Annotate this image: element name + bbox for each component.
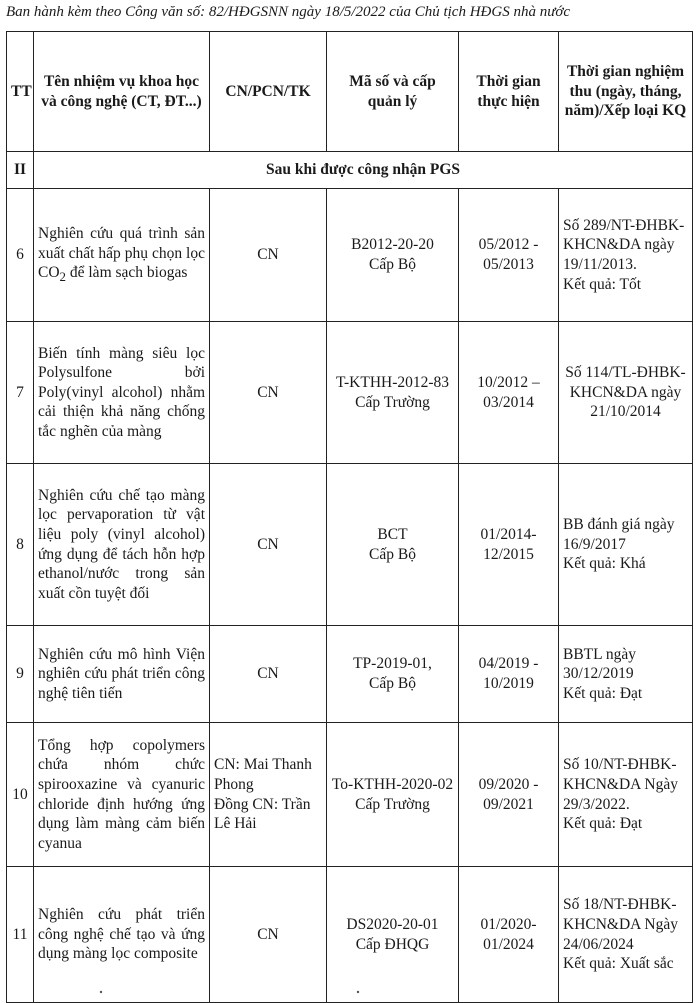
result-cell — [559, 464, 693, 626]
task-name: Nghiên cứu chế tạo màng lọc pervaporation từ vật liệu poly (vinyl alcohol) ứng dụng để tách hỗn hợp ethanol/nước trong sản xuất cồn tuyệt đối — [34, 464, 210, 626]
result-grade: Kết quả: Đạt — [563, 815, 643, 833]
row-number: 10 — [7, 723, 34, 867]
acceptance-record: BBTL ngày 30/12/2019 — [563, 645, 637, 683]
column-header-result: Thời gian nghiệm thu (ngày, tháng, năm)/Xếp loại KQ — [559, 32, 693, 152]
management-level: Cấp Trường — [355, 795, 430, 813]
role-cell: CN — [210, 189, 327, 322]
table-row — [7, 867, 693, 1003]
code-number: DS2020-20-01 — [346, 915, 439, 933]
code-number: BCT — [377, 525, 408, 543]
cropped-footer-marks — [6, 990, 692, 994]
task-name-part: để làm sạch biogas — [66, 264, 188, 282]
result-cell — [559, 723, 693, 867]
task-name — [34, 189, 210, 322]
table-row — [7, 189, 693, 322]
task-name: Biến tính màng siêu lọc Polysulfone bởi Poly(vinyl alcohol) nhằm cải thiện khả năng chống tắc nghẽn của màng — [34, 322, 210, 464]
table-header-row — [7, 32, 693, 152]
code-cell — [327, 189, 459, 322]
document-header-note: Ban hành kèm theo Công văn số: 82/HĐGSNN ngày 18/5/2022 của Chủ tịch HĐGS nhà nước — [6, 4, 571, 20]
table-row — [7, 322, 693, 464]
table-row — [7, 464, 693, 626]
acceptance-record: Số 114/TL-ĐHBK-KHCN&DA ngày 21/10/2014 — [565, 364, 686, 421]
code-cell — [327, 464, 459, 626]
management-level: Cấp Trường — [355, 393, 430, 411]
time-cell: 01/2020-01/2024 — [459, 867, 559, 1003]
acceptance-record: Số 18/NT-ĐHBK-KHCN&DA Ngày 24/06/2024 — [563, 896, 678, 953]
task-name-subscript: 2 — [59, 269, 66, 285]
result-grade: Kết quả: Tốt — [563, 275, 642, 293]
column-header-role: CN/PCN/TK — [210, 32, 327, 152]
time-cell: 01/2014-12/2015 — [459, 464, 559, 626]
result-grade: Kết quả: Đạt — [563, 684, 643, 702]
code-number: T-KTHH-2012-83 — [335, 373, 450, 391]
time-cell: 05/2012 - 05/2013 — [459, 189, 559, 322]
management-level: Cấp Bộ — [369, 545, 416, 563]
result-cell — [559, 322, 693, 464]
acceptance-record: Số 289/NT-ĐHBK-KHCN&DA ngày 19/11/2013. — [563, 216, 685, 273]
task-name: Tổng hợp copolymers chứa nhóm chức spirooxazine và cyanuric chloride định hướng ứng dụng làm màng cảm biến cyanua — [34, 723, 210, 867]
result-cell — [559, 189, 693, 322]
column-header-tt: TT — [7, 32, 34, 152]
row-number: 11 — [7, 867, 34, 1003]
role-cell: CN — [210, 322, 327, 464]
table-row — [7, 723, 693, 867]
management-level: Cấp Bộ — [369, 675, 416, 692]
table-row — [7, 626, 693, 723]
result-cell — [559, 626, 693, 723]
task-name-part: Nghiên cứu quá trình sản xuất chất hấp phụ chọn lọc CO — [38, 225, 205, 282]
code-cell — [327, 626, 459, 723]
column-header-time: Thời gian thực hiện — [459, 32, 559, 152]
role-cell — [210, 723, 327, 867]
role-cell: CN — [210, 626, 327, 723]
row-number: 7 — [7, 322, 34, 464]
code-cell — [327, 723, 459, 867]
role-cell: CN — [210, 464, 327, 626]
acceptance-record: Số 10/NT-ĐHBK-KHCN&DA Ngày 29/3/2022. — [563, 756, 678, 813]
time-cell: 04/2019 - 10/2019 — [459, 626, 559, 723]
principal-investigator: CN: Mai Thanh Phong — [214, 756, 312, 793]
column-header-code: Mã số và cấp quản lý — [327, 32, 459, 152]
acceptance-record: BB đánh giá ngày 16/9/2017 — [563, 516, 675, 553]
section-title: Sau khi được công nhận PGS — [34, 152, 693, 189]
section-row — [7, 152, 693, 189]
time-cell: 09/2020 - 09/2021 — [459, 723, 559, 867]
result-grade: Kết quả: Xuất sắc — [563, 955, 674, 973]
code-cell — [327, 322, 459, 464]
column-header-task: Tên nhiệm vụ khoa học và công nghệ (CT, ĐT...) — [34, 32, 210, 152]
code-number: TP-2019-01, — [353, 655, 432, 673]
row-number: 9 — [7, 626, 34, 723]
management-level: Cấp Bộ — [369, 256, 416, 273]
code-cell — [327, 867, 459, 1003]
code-number: B2012-20-20 — [351, 236, 434, 254]
result-grade: Kết quả: Khá — [563, 555, 646, 573]
row-number: 8 — [7, 464, 34, 626]
co-investigator: Đồng CN: Trần Lê Hải — [214, 795, 311, 833]
management-level: Cấp ĐHQG — [355, 935, 430, 953]
row-number: 6 — [7, 189, 34, 322]
time-cell: 10/2012 – 03/2014 — [459, 322, 559, 464]
result-cell — [559, 867, 693, 1003]
role-cell: CN — [210, 867, 327, 1003]
code-number: To-KTHH-2020-02 — [331, 775, 454, 793]
task-name: Nghiên cứu mô hình Viện nghiên cứu phát triển công nghệ tiên tiến — [34, 626, 210, 723]
task-name: Nghiên cứu phát triển công nghệ chế tạo và ứng dụng màng lọc composite — [34, 867, 210, 1003]
section-number: II — [7, 152, 34, 189]
research-tasks-table — [6, 31, 693, 1003]
